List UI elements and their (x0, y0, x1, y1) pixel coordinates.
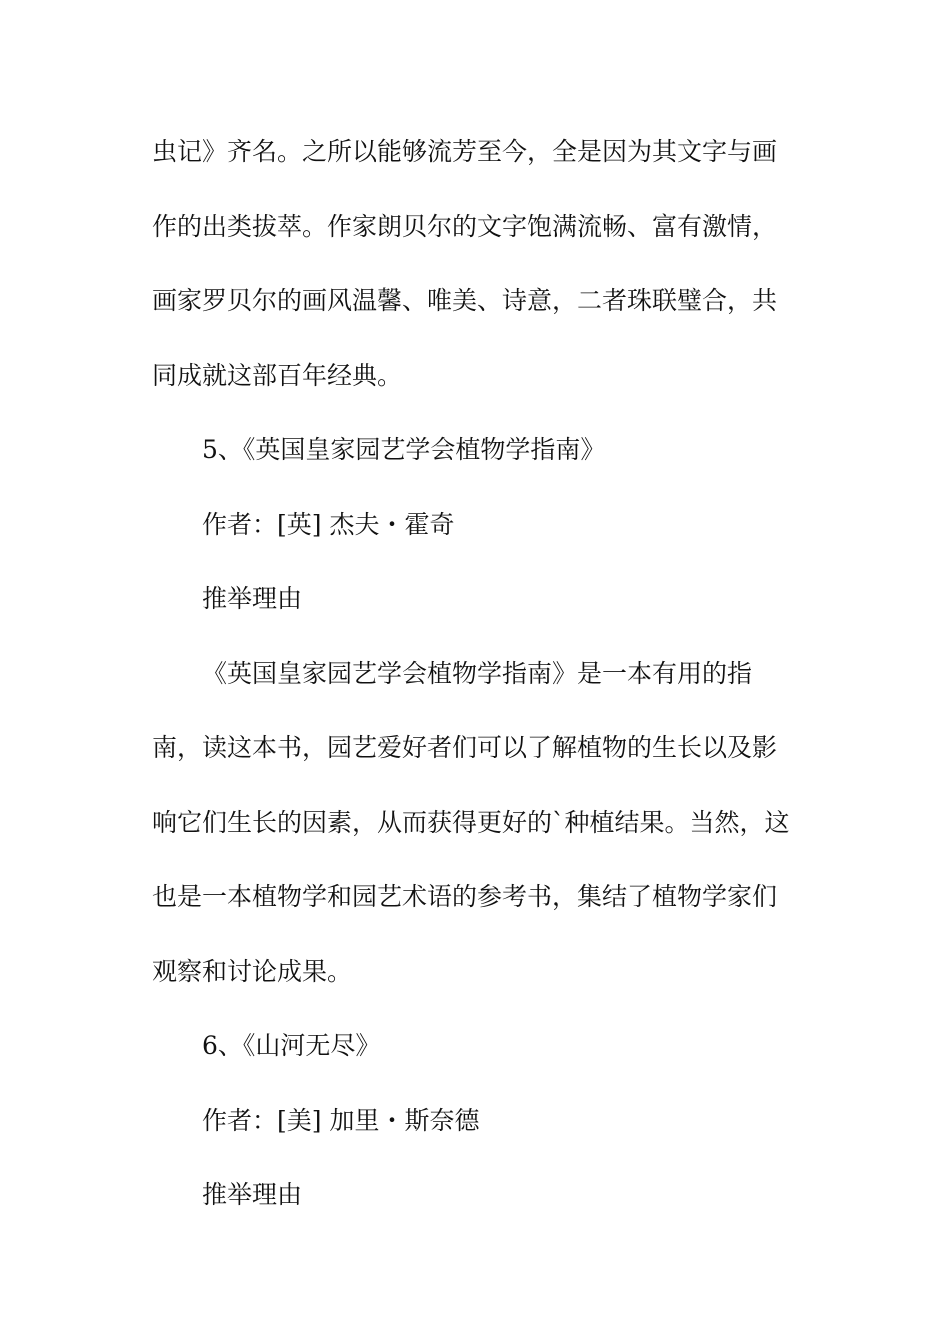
body-text-line: 同成就这部百年经典。 (152, 361, 403, 390)
body-text-line: 南，读这本书，园艺爱好者们可以了解植物的生长以及影 (152, 733, 778, 762)
body-text-line: 虫记》齐名。之所以能够流芳至今，全是因为其文字与画 (152, 137, 778, 166)
author-line: 作者：[英] 杰夫・霍奇 (202, 510, 455, 539)
body-text-line: 作的出类拔萃。作家朗贝尔的文字饱满流畅、富有激情， (152, 212, 778, 241)
body-text-line: 《英国皇家园艺学会植物学指南》是一本有用的指 (202, 659, 753, 688)
body-text-line: 响它们生长的因素，从而获得更好的`种植结果。当然，这 (152, 808, 790, 837)
body-text-line: 画家罗贝尔的画风温馨、唯美、诗意，二者珠联璧合，共 (152, 286, 778, 315)
body-text-line: 也是一本植物学和园艺术语的参考书，集结了植物学家们 (152, 882, 778, 911)
book-heading: 6、《山河无尽》 (202, 1031, 381, 1060)
book-heading: 5、《英国皇家园艺学会植物学指南》 (202, 435, 606, 464)
author-line: 作者：[美] 加里・斯奈德 (202, 1106, 480, 1135)
section-label: 推举理由 (202, 584, 303, 613)
body-text-line: 观察和讨论成果。 (152, 957, 353, 986)
section-label: 推举理由 (202, 1180, 303, 1209)
